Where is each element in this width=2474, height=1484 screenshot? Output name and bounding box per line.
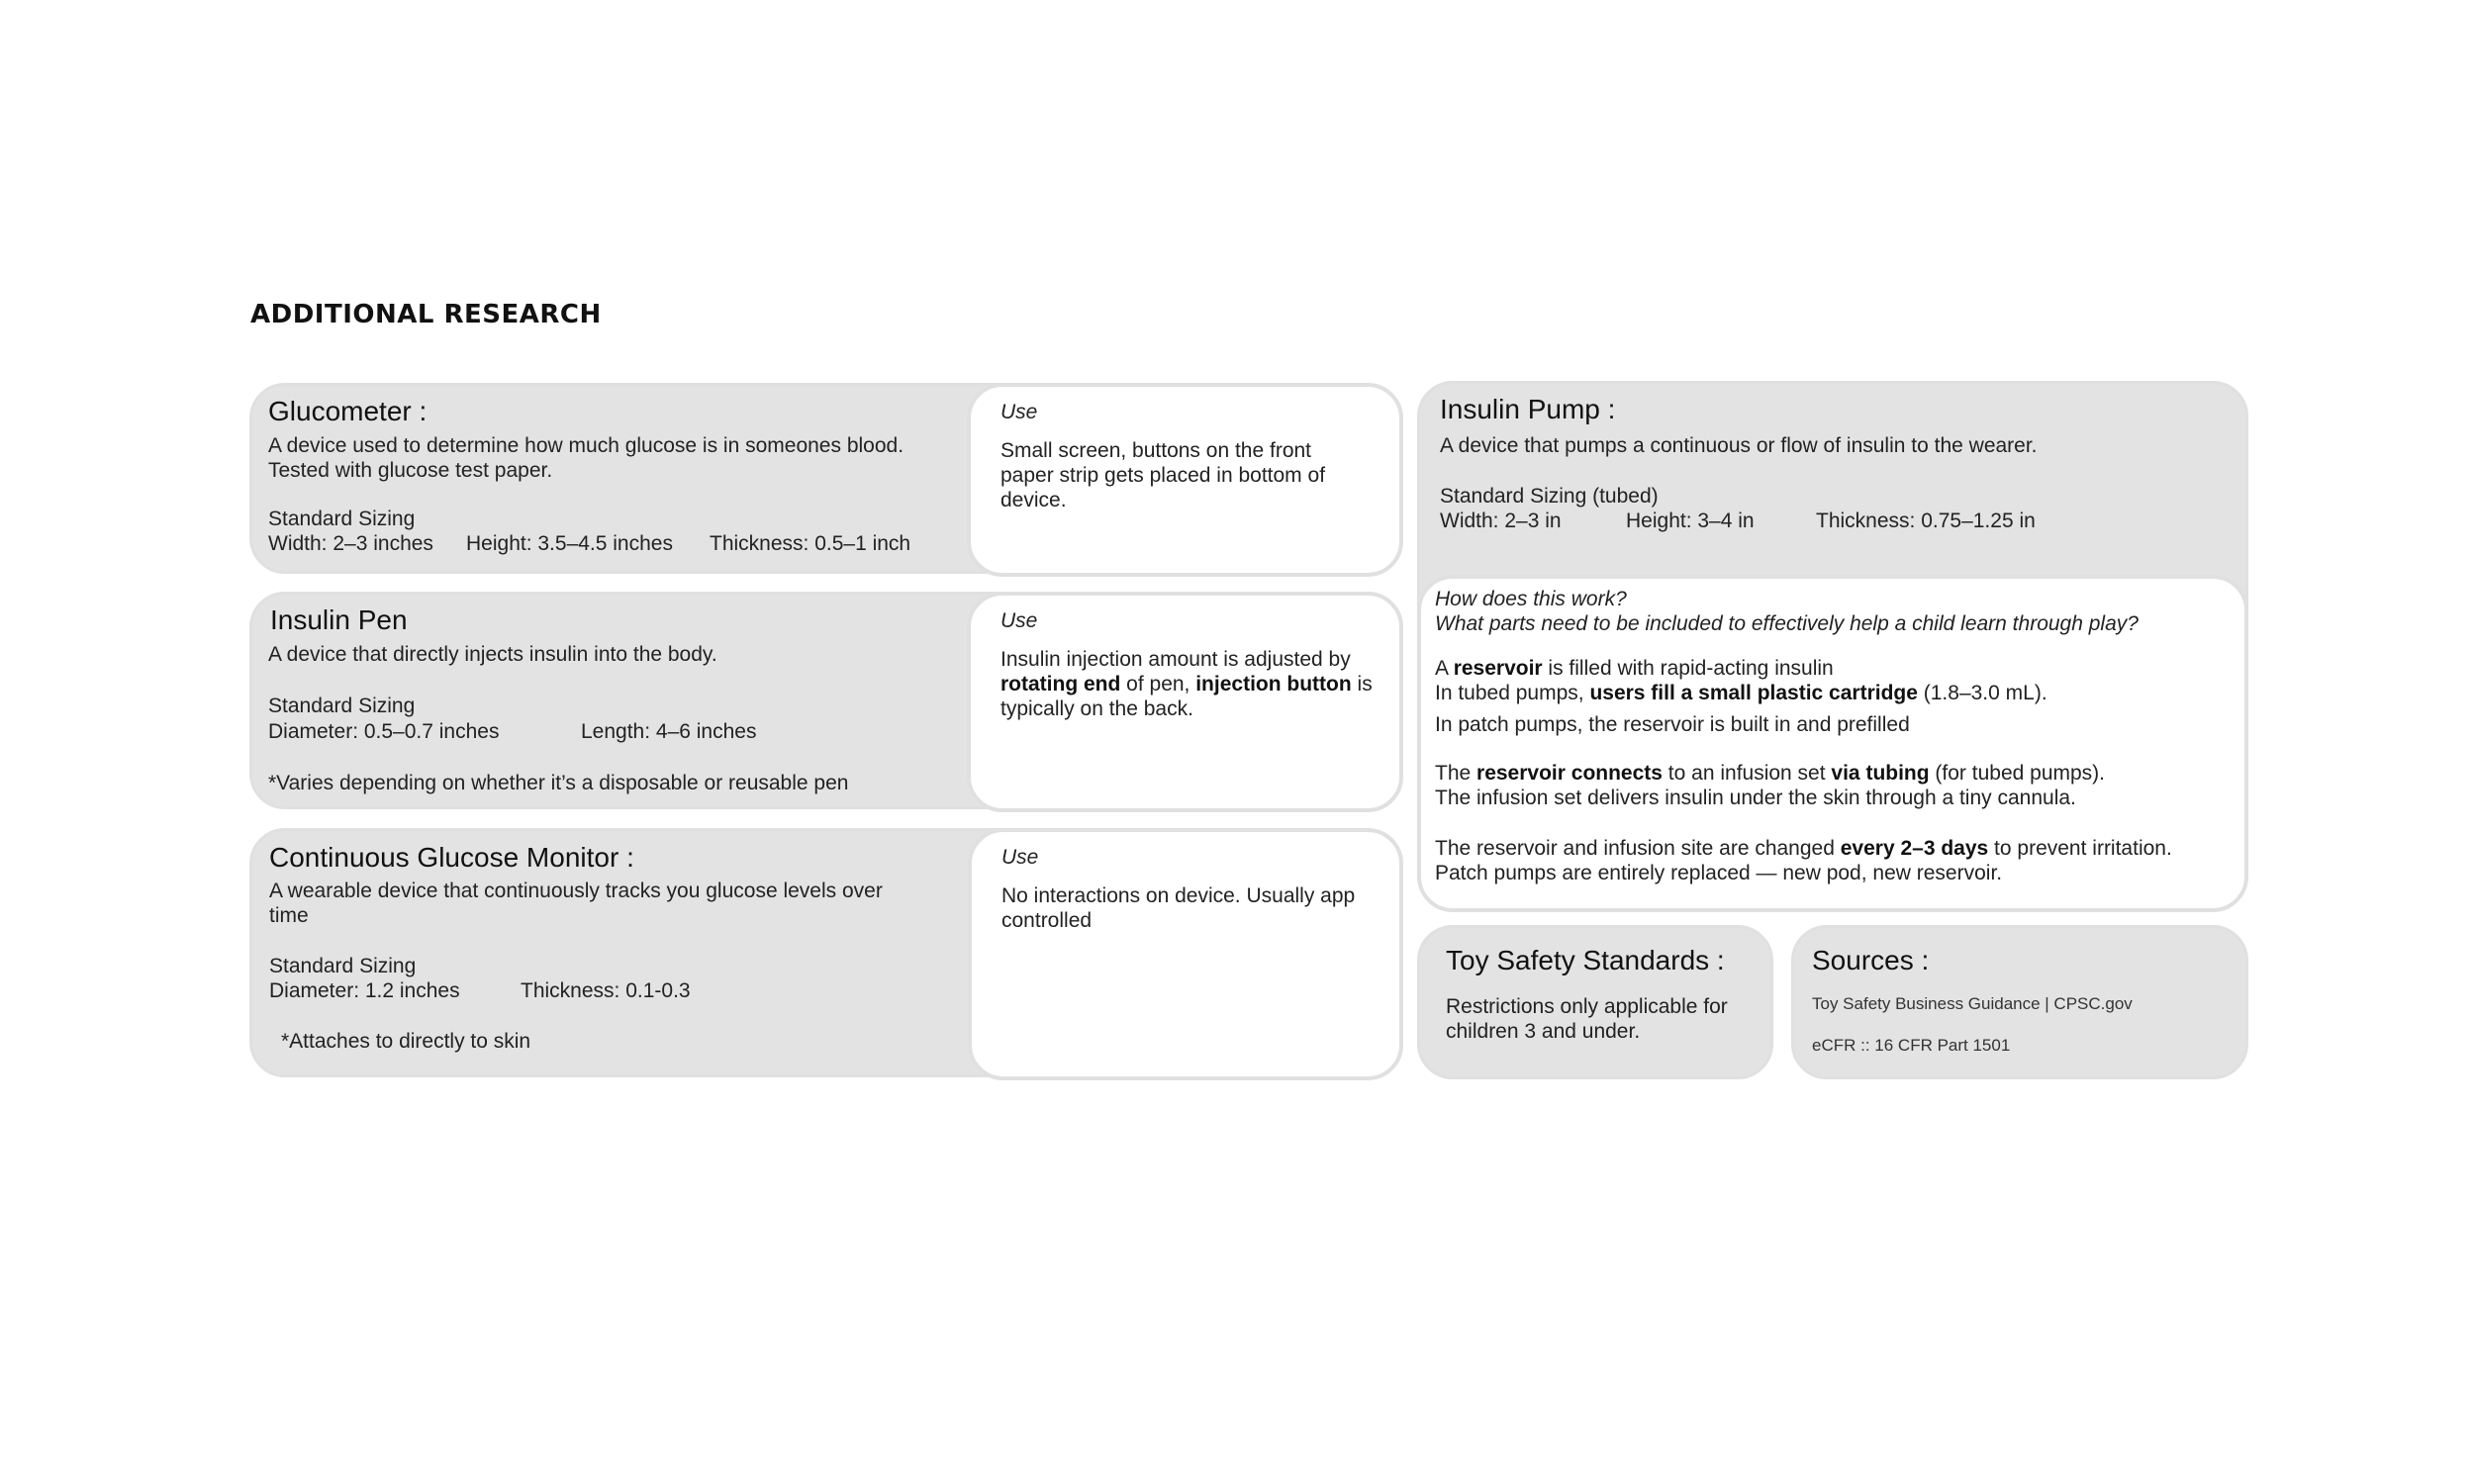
glucometer-height: Height: 3.5–4.5 inches bbox=[466, 532, 673, 555]
pump-question-1: How does this work? bbox=[1435, 588, 1627, 610]
cgm-note: *Attaches to directly to skin bbox=[281, 1030, 531, 1053]
insulin-pump-thickness: Thickness: 0.75–1.25 in bbox=[1816, 510, 2036, 532]
pump-line-infusion: The infusion set delivers insulin under the skin through a tiny cannula. bbox=[1435, 787, 2076, 809]
insulin-pen-use-label: Use bbox=[1000, 609, 1038, 632]
pump-question-2: What parts need to be included to effectively help a child learn through play? bbox=[1435, 612, 2139, 635]
insulin-pen-card bbox=[249, 592, 1397, 809]
insulin-pump-details-panel bbox=[1417, 575, 2248, 912]
sources-title: Sources : bbox=[1812, 945, 1930, 975]
pump-line-tubed: In tubed pumps, users fill a small plastic cartridge (1.8–3.0 mL). bbox=[1435, 682, 2047, 704]
glucometer-use-text: Small screen, buttons on the front paper strip gets placed in bottom of device. bbox=[1000, 439, 1326, 511]
insulin-pump-card bbox=[1417, 381, 2248, 909]
cgm-use-text: No interactions on device. Usually app controlled bbox=[1001, 884, 1356, 932]
insulin-pen-sizing-label: Standard Sizing bbox=[268, 695, 416, 717]
toy-safety-title: Toy Safety Standards : bbox=[1446, 945, 1725, 975]
cgm-card bbox=[249, 828, 1397, 1077]
source-link-ecfr[interactable]: eCFR :: 16 CFR Part 1501 bbox=[1812, 1036, 2011, 1055]
source-link-cpsc[interactable]: Toy Safety Business Guidance | CPSC.gov bbox=[1812, 994, 2133, 1013]
insulin-pump-description: A device that pumps a continuous or flow of insulin to the wearer. bbox=[1440, 434, 2038, 457]
glucometer-description: A device used to determine how much glucose is in someones blood. Tested with glucose test paper. bbox=[268, 434, 904, 482]
glucometer-use-label: Use bbox=[1000, 401, 1038, 423]
insulin-pen-use-text: Insulin injection amount is adjusted by rotating end of pen, injection button is typically on the back. bbox=[1000, 648, 1373, 720]
glucometer-title: Glucometer : bbox=[268, 396, 428, 426]
pump-line-patch-replaced: Patch pumps are entirely replaced — new pod, new reservoir. bbox=[1435, 862, 2003, 884]
insulin-pump-sizing-label: Standard Sizing (tubed) bbox=[1440, 485, 1659, 508]
insulin-pen-length: Length: 4–6 inches bbox=[581, 720, 757, 743]
insulin-pump-width: Width: 2–3 in bbox=[1440, 510, 1562, 532]
glucometer-use-panel bbox=[967, 383, 1403, 577]
cgm-title: Continuous Glucose Monitor : bbox=[269, 842, 634, 873]
glucometer-width: Width: 2–3 inches bbox=[268, 532, 433, 555]
cgm-description: A wearable device that continuously tracks you glucose levels over time bbox=[269, 880, 883, 927]
cgm-thickness: Thickness: 0.1-0.3 bbox=[521, 979, 691, 1002]
insulin-pump-title: Insulin Pump : bbox=[1440, 394, 1616, 424]
pump-line-connects: The reservoir connects to an infusion set via tubing (for tubed pumps). bbox=[1435, 762, 2106, 785]
glucometer-sizing-label: Standard Sizing bbox=[268, 508, 416, 530]
cgm-sizing-label: Standard Sizing bbox=[269, 955, 417, 977]
toy-safety-card bbox=[1417, 925, 1773, 1079]
glucometer-card bbox=[249, 383, 1397, 574]
insulin-pen-use-panel bbox=[967, 592, 1403, 812]
cgm-diameter: Diameter: 1.2 inches bbox=[269, 979, 460, 1002]
cgm-use-label: Use bbox=[1001, 846, 1039, 869]
pump-line-reservoir: A reservoir is filled with rapid-acting insulin bbox=[1435, 657, 1834, 680]
page-heading: ADDITIONAL RESEARCH bbox=[250, 300, 602, 329]
pump-line-changed: The reservoir and infusion site are changed every 2–3 days to prevent irritation. bbox=[1435, 837, 2172, 860]
insulin-pen-diameter: Diameter: 0.5–0.7 inches bbox=[268, 720, 500, 743]
insulin-pen-description: A device that directly injects insulin into the body. bbox=[268, 643, 717, 666]
insulin-pen-title: Insulin Pen bbox=[270, 604, 408, 635]
cgm-use-panel bbox=[968, 828, 1403, 1080]
insulin-pump-height: Height: 3–4 in bbox=[1626, 510, 1755, 532]
insulin-pen-note: *Varies depending on whether it’s a disposable or reusable pen bbox=[268, 772, 849, 794]
glucometer-thickness: Thickness: 0.5–1 inch bbox=[710, 532, 911, 555]
toy-safety-text: Restrictions only applicable for children 3 and under. bbox=[1446, 995, 1728, 1043]
sources-card bbox=[1791, 925, 2248, 1079]
pump-line-patch: In patch pumps, the reservoir is built in and prefilled bbox=[1435, 713, 1910, 736]
